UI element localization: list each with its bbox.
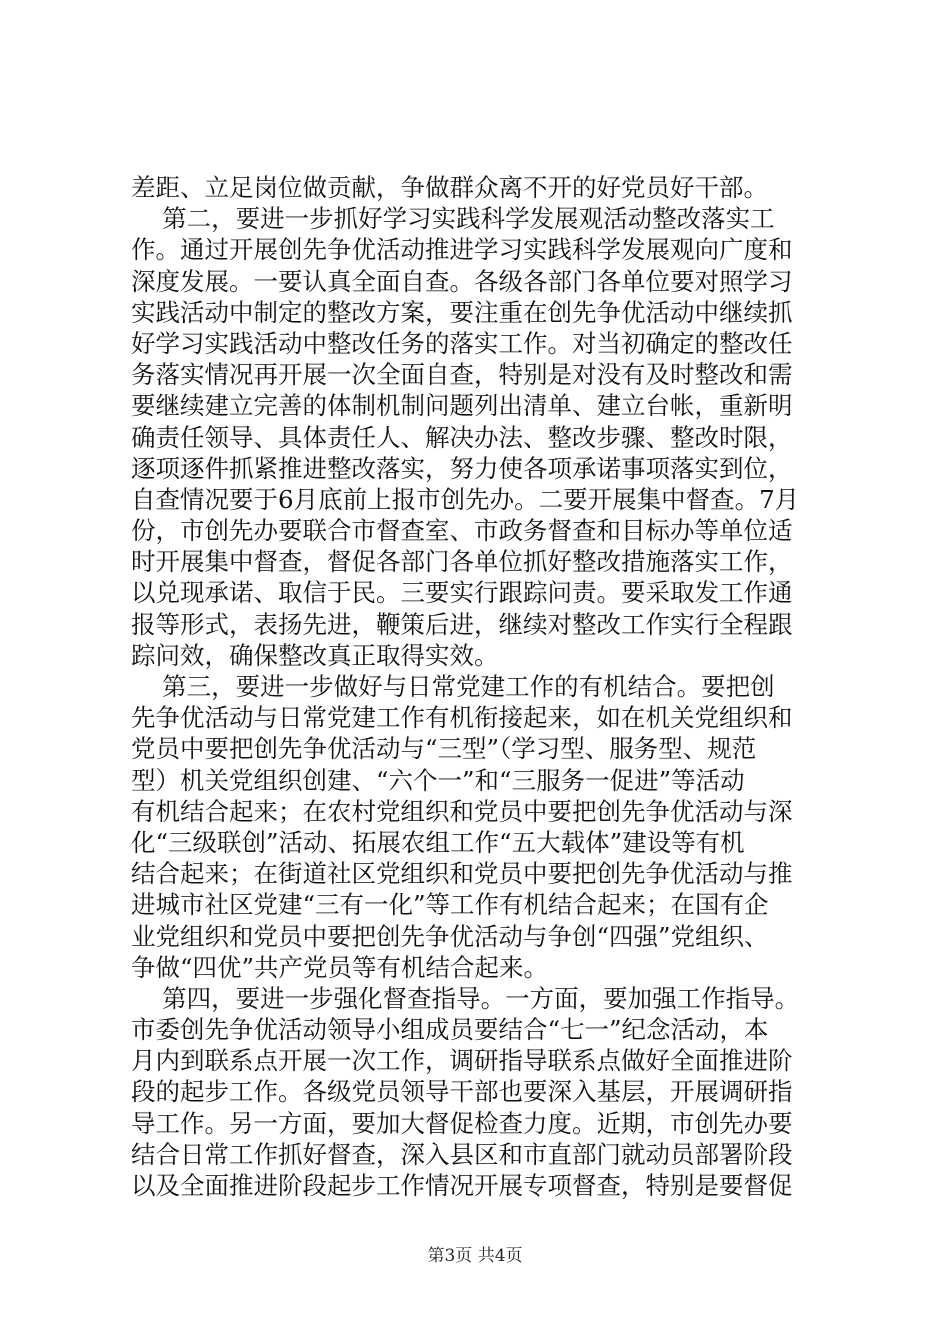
text-line: 争做“四优”共产党员等有机结合起来。 <box>131 952 549 982</box>
page-footer: 第3页 共4页 <box>427 1246 523 1266</box>
text-line: 差距、立足岗位做贡献，争做群众离不开的好党员好干部。 <box>131 173 768 202</box>
text-line: 踪问效，确保整改真正取得实效。 <box>131 640 499 670</box>
text-line: 第二，要进一步抓好学习实践科学发展观活动整改落实工 <box>131 204 775 234</box>
text-line: 深度发展。一要认真全面自查。各级各部门各单位要对照学习 <box>131 266 793 296</box>
text-line: 作。通过开展创先争优活动推进学习实践科学发展观向广度和 <box>131 235 793 265</box>
text-line: 以兑现承诺、取信于民。三要实行跟踪问责。要采取发工作通 <box>131 578 793 608</box>
text-line: 务落实情况再开展一次全面自查，特别是对没有及时整改和需 <box>131 360 793 390</box>
text-line: 确责任领导、具体责任人、解决办法、整改步骤、整改时限， <box>131 422 793 452</box>
text-line: 结合日常工作抓好督查，深入县区和市直部门就动员部署阶段 <box>131 1139 793 1169</box>
text-line: 实践活动中制定的整改方案，要注重在创先争优活动中继续抓 <box>131 297 793 327</box>
text-line: 型）机关党组织创建、“六个一”和“三服务一促进”等活动 <box>131 765 745 795</box>
text-line: 结合起来；在街道社区党组织和党员中要把创先争优活动与推 <box>131 859 793 889</box>
text-line: 段的起步工作。各级党员领导干部也要深入基层，开展调研指 <box>131 1077 793 1107</box>
text-line: 进城市社区党建“三有一化”等工作有机结合起来；在国有企 <box>131 890 769 920</box>
text-line: 自查情况要于6月底前上报市创先办。二要开展集中督查。7月 <box>131 484 800 514</box>
text-line: 报等形式，表扬先进，鞭策后进，继续对整改工作实行全程跟 <box>131 609 793 639</box>
document-body <box>131 172 831 1201</box>
text-line: 化“三级联创”活动、拓展农组工作“五大载体”建设等有机 <box>131 827 745 857</box>
text-line: 月内到联系点开展一次工作，调研指导联系点做好全面推进阶 <box>131 1046 793 1076</box>
text-line: 有机结合起来；在农村党组织和党员中要把创先争优活动与深 <box>131 796 793 826</box>
text-line: 逐项逐件抓紧推进整改落实，努力使各项承诺事项落实到位， <box>131 453 793 483</box>
text-line: 业党组织和党员中要把创先争优活动与争创“四强”党组织、 <box>131 921 769 951</box>
text-line: 先争优活动与日常党建工作有机衔接起来，如在机关党组织和 <box>131 703 793 733</box>
text-line: 市委创先争优活动领导小组成员要结合“七一”纪念活动，本 <box>131 1015 769 1045</box>
text-line: 时开展集中督查，督促各部门各单位抓好整改措施落实工作， <box>131 547 793 577</box>
text-line: 导工作。另一方面，要加大督促检查力度。近期，市创先办要 <box>131 1108 793 1138</box>
text-line: 以及全面推进阶段起步工作情况开展专项督查，特别是要督促 <box>131 1171 793 1200</box>
text-line: 第三，要进一步做好与日常党建工作的有机结合。要把创 <box>131 672 775 701</box>
text-line: 第四，要进一步强化督查指导。一方面，要加强工作指导。 <box>131 983 800 1013</box>
text-line: 要继续建立完善的体制机制问题列出清单、建立台帐，重新明 <box>131 391 793 421</box>
text-line: 份，市创先办要联合市督查室、市政务督查和目标办等单位适 <box>131 516 793 546</box>
text-line: 党员中要把创先争优活动与“三型”（学习型、服务型、规范 <box>131 734 757 764</box>
text-line: 好学习实践活动中整改任务的落实工作。对当初确定的整改任 <box>131 328 793 358</box>
